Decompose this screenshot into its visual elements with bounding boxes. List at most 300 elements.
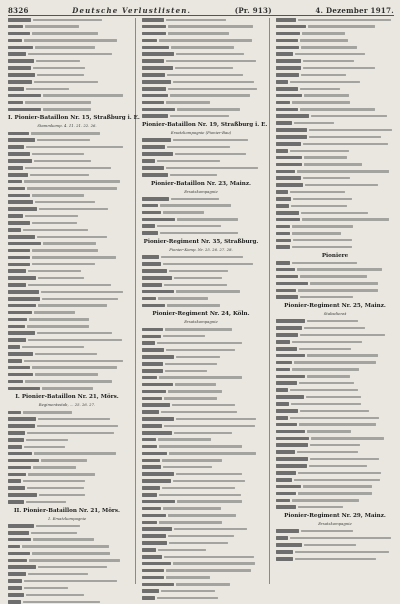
text-line-name [142, 335, 161, 339]
text-line-name [8, 438, 24, 442]
text-line-detail [300, 410, 369, 412]
text-line-detail [168, 390, 222, 392]
text-line-detail [298, 506, 343, 508]
text-line [276, 295, 394, 299]
section-subheading: Pionier-Komp. Nr. 25. 26. 27. 28. [169, 246, 233, 252]
text-line-detail [301, 212, 368, 214]
text-line-name [142, 596, 155, 600]
text-line [276, 430, 394, 434]
text-line-detail [161, 256, 243, 258]
text-line [276, 245, 394, 249]
text-line-name [8, 479, 21, 483]
text-line [142, 521, 260, 525]
text-line [142, 362, 260, 366]
text-line-detail [168, 535, 234, 537]
text-line-detail [168, 88, 257, 90]
text-line [276, 368, 394, 372]
text-line [8, 459, 126, 463]
text-line-detail [166, 167, 258, 169]
text-line [276, 32, 394, 36]
text-line [142, 459, 260, 463]
text-line [8, 94, 126, 98]
text-line-name [8, 318, 27, 322]
text-line [276, 354, 394, 358]
text-line-detail [163, 466, 212, 468]
text-line [276, 409, 394, 413]
text-line-name [8, 101, 23, 105]
text-line-name [276, 381, 297, 385]
text-line [8, 276, 126, 280]
text-line-name [276, 282, 308, 286]
text-line [276, 361, 394, 365]
text-line [8, 311, 126, 315]
text-line-detail [300, 296, 353, 298]
text-line-name [142, 18, 164, 22]
text-line-name [276, 361, 292, 365]
text-line-detail [298, 492, 372, 494]
text-line-detail [31, 132, 100, 134]
text-line [142, 224, 260, 228]
text-line-name [276, 529, 299, 533]
text-line [142, 548, 260, 552]
text-line-name [8, 380, 23, 384]
text-line-detail [31, 532, 77, 534]
text-line [142, 328, 260, 332]
text-line-detail [158, 549, 206, 551]
page-header [8, 3, 394, 16]
text-line [276, 492, 394, 496]
text-line [142, 452, 260, 456]
text-line-name [8, 39, 22, 43]
text-line-name [8, 311, 32, 315]
text-line-name [8, 524, 34, 528]
text-line-name [142, 500, 175, 504]
text-line [276, 282, 394, 286]
text-line-name [8, 531, 29, 535]
text-line-name [8, 565, 36, 569]
text-line-detail [22, 346, 84, 348]
text-line-name [142, 297, 156, 301]
text-line-name [8, 579, 22, 583]
text-line [276, 543, 394, 547]
text-line-name [276, 536, 288, 540]
text-line-detail [160, 232, 238, 234]
text-line [8, 73, 126, 77]
text-line [276, 557, 394, 561]
text-line [142, 335, 260, 339]
text-line [276, 478, 394, 482]
text-block [8, 18, 126, 111]
text-line-detail [300, 39, 348, 41]
text-line-name [142, 231, 158, 235]
text-line [8, 242, 126, 246]
text-line [8, 132, 126, 136]
text-line [8, 173, 126, 177]
text-line-name [8, 352, 33, 356]
text-line-name [276, 66, 301, 70]
text-line-name [142, 87, 166, 91]
section-subheading: Ersatzkompagnie (Pionier-Bau) [170, 130, 232, 136]
text-line [276, 121, 394, 125]
text-line-name [8, 73, 35, 77]
text-line-detail [159, 521, 222, 523]
text-line-name [8, 32, 30, 36]
text-line-detail [307, 430, 351, 432]
text-line [142, 410, 260, 414]
text-line-detail [42, 298, 118, 300]
text-line-detail [304, 163, 362, 165]
text-line-name [142, 397, 162, 401]
text-line-name [142, 472, 174, 476]
section-subheading: Ersatzkompagnie [184, 188, 218, 194]
text-line-detail [166, 101, 210, 103]
text-line-name [142, 211, 161, 215]
text-line-name [142, 589, 159, 593]
text-line [276, 443, 394, 447]
text-line-name [276, 80, 288, 84]
text-line [276, 471, 394, 475]
text-line [142, 445, 260, 449]
text-line [142, 59, 260, 63]
text-line-detail [177, 500, 242, 502]
text-line [276, 114, 394, 118]
text-line-name [276, 197, 291, 201]
text-line-detail [157, 342, 242, 344]
text-line [276, 46, 394, 50]
text-line-name [276, 457, 308, 461]
text-line-detail [170, 94, 250, 96]
text-line [142, 114, 260, 118]
text-line-detail [176, 53, 244, 55]
text-line [276, 80, 394, 84]
column-1 [8, 18, 140, 586]
text-line-name [142, 403, 170, 407]
text-line [8, 338, 126, 342]
text-line-detail [310, 458, 379, 460]
text-line-name [8, 304, 36, 308]
text-line [142, 465, 260, 469]
text-line [142, 555, 260, 559]
text-line [276, 52, 394, 56]
text-line-detail [290, 537, 391, 539]
text-line [276, 381, 394, 385]
text-line-name [276, 142, 301, 146]
text-line [276, 499, 394, 503]
text-line [276, 505, 394, 509]
text-line-detail [27, 187, 117, 189]
text-line [8, 18, 126, 22]
text-line [276, 225, 394, 229]
text-line [8, 500, 126, 504]
text-line-detail [306, 396, 361, 398]
text-line-detail [43, 94, 123, 96]
text-line [142, 589, 260, 593]
text-line-name [8, 235, 35, 239]
text-line [8, 283, 126, 287]
section-heading: Pionier-Regiment Nr. 25, Mainz. [284, 303, 386, 310]
text-line-detail [301, 46, 357, 48]
text-line [142, 376, 260, 380]
text-line-name [8, 325, 25, 329]
text-line [276, 176, 394, 180]
text-line-detail [310, 444, 360, 446]
text-line [142, 108, 260, 112]
text-line-detail [160, 204, 231, 206]
text-line-detail [166, 349, 235, 351]
text-line-name [276, 443, 308, 447]
text-line-detail [157, 225, 221, 227]
text-line-detail [164, 425, 255, 427]
section-heading: Pionier-Bataillon Nr. 19, Straßburg i. E. [142, 122, 268, 129]
text-line [276, 402, 394, 406]
text-line-name [8, 25, 23, 29]
text-line-name [276, 478, 292, 482]
text-line [8, 187, 126, 191]
text-line [142, 87, 260, 91]
text-line-name [8, 493, 37, 497]
text-line [8, 32, 126, 36]
text-line-detail [37, 236, 107, 238]
text-line [8, 138, 126, 142]
text-line-name [8, 431, 25, 435]
text-line-detail [163, 507, 221, 509]
text-line-detail [163, 263, 253, 265]
text-line [8, 256, 126, 260]
text-line-name [8, 59, 34, 63]
text-line-detail [37, 425, 118, 427]
text-line-detail [174, 528, 247, 530]
text-line [276, 66, 394, 70]
text-line-name [276, 128, 307, 132]
text-line-name [276, 87, 298, 91]
text-line [8, 159, 126, 163]
text-line-detail [26, 594, 84, 596]
text-line-name [276, 25, 306, 29]
text-line [142, 159, 260, 163]
section-heading: Pioniere [321, 252, 349, 259]
section-subheading: Regimentsstab, ... 25. 26. 27. [38, 402, 96, 408]
text-line-detail [34, 81, 98, 83]
text-line-name [8, 94, 41, 98]
text-line-name [8, 18, 31, 22]
text-line-name [276, 505, 296, 509]
text-line-detail [304, 94, 349, 96]
text-line [8, 66, 126, 70]
text-line-detail [293, 198, 352, 200]
text-line [142, 138, 260, 142]
text-line [8, 59, 126, 63]
text-line [276, 135, 394, 139]
text-line [142, 583, 260, 587]
text-line-name [276, 326, 302, 330]
text-line [142, 262, 260, 266]
text-line [276, 388, 394, 392]
text-line-detail [41, 291, 123, 293]
text-line-name [276, 368, 290, 372]
text-line [8, 452, 126, 456]
text-line-detail [35, 46, 95, 48]
text-line-detail [32, 256, 116, 258]
text-line-name [8, 87, 24, 91]
text-line [276, 347, 394, 351]
page-number: 8326 [8, 6, 29, 15]
text-line-name [8, 256, 30, 260]
text-line [8, 304, 126, 308]
text-line-detail [28, 284, 111, 286]
text-line [142, 369, 260, 373]
text-line-detail [165, 328, 232, 330]
text-line-name [142, 465, 161, 469]
text-line-detail [304, 544, 356, 546]
text-line-detail [294, 479, 380, 481]
text-line-name [8, 283, 26, 287]
text-line-name [142, 25, 166, 29]
text-line-name [142, 376, 157, 380]
text-line-detail [297, 451, 358, 453]
text-line [8, 108, 126, 112]
text-line-detail [297, 170, 389, 172]
text-line-name [142, 438, 156, 442]
text-block [142, 138, 260, 176]
text-line-detail [35, 373, 98, 375]
text-line-name [276, 46, 299, 50]
text-line-name [142, 224, 155, 228]
text-line-detail [311, 115, 387, 117]
text-line-detail [164, 556, 254, 558]
text-line-name [8, 52, 26, 56]
text-line-detail [174, 432, 232, 434]
text-line-name [142, 94, 168, 98]
text-block [8, 411, 126, 504]
text-line-detail [23, 480, 85, 482]
text-line-detail [29, 318, 89, 320]
text-line-detail [292, 101, 350, 103]
text-line-detail [302, 218, 389, 220]
text-line-name [8, 424, 35, 428]
text-line-name [142, 369, 163, 373]
text-line-name [276, 550, 293, 554]
text-line [276, 156, 394, 160]
text-line [276, 423, 394, 427]
text-line [142, 383, 260, 387]
text-line [276, 550, 394, 554]
text-line [276, 183, 394, 187]
text-line-name [8, 66, 31, 70]
text-line [276, 485, 394, 489]
text-line-detail [298, 19, 391, 21]
text-line-detail [25, 167, 111, 169]
text-line-detail [290, 417, 379, 419]
text-line-name [276, 416, 288, 420]
text-line-name [142, 431, 172, 435]
text-line [276, 59, 394, 63]
text-line [142, 472, 260, 476]
text-line-name [8, 269, 26, 273]
text-line-detail [159, 445, 242, 447]
text-line-name [142, 383, 173, 387]
text-line-name [276, 261, 290, 265]
text-line-name [8, 138, 35, 142]
text-line-detail [36, 60, 80, 62]
text-line-name [142, 269, 167, 273]
text-line [8, 221, 126, 225]
text-line [142, 39, 260, 43]
text-line-detail [25, 380, 112, 382]
text-line-detail [25, 25, 79, 27]
text-line-detail [34, 160, 91, 162]
text-line-name [276, 450, 295, 454]
text-line-name [276, 211, 299, 215]
text-line [142, 500, 260, 504]
text-line-detail [176, 583, 230, 585]
text-line [8, 565, 126, 569]
text-line-detail [292, 232, 341, 234]
text-line-name [276, 114, 309, 118]
text-line-detail [32, 366, 117, 368]
section-heading: I. Pionier-Bataillon Nr. 15, Straßburg i. E. [8, 115, 140, 122]
text-line-name [276, 295, 298, 299]
text-line [142, 218, 260, 222]
text-line-detail [304, 156, 347, 158]
text-line [276, 375, 394, 379]
text-line-detail [159, 494, 241, 496]
text-line [276, 326, 394, 330]
text-line-detail [162, 487, 235, 489]
text-line [276, 529, 394, 533]
text-line-name [8, 166, 23, 170]
text-line-name [142, 348, 164, 352]
text-line-name [142, 514, 166, 518]
text-line [276, 289, 394, 293]
text-line-name [276, 73, 299, 77]
text-line-name [142, 262, 161, 266]
text-line-detail [170, 115, 229, 117]
text-line-name [142, 362, 163, 366]
text-line-detail [33, 67, 85, 69]
text-line [142, 197, 260, 201]
text-line [142, 204, 260, 208]
text-line [142, 562, 260, 566]
text-line-name [8, 572, 26, 576]
text-line-name [276, 499, 290, 503]
text-line-detail [24, 587, 68, 589]
text-line-name [142, 114, 168, 118]
text-line [276, 211, 394, 215]
text-line [8, 269, 126, 273]
text-line-detail [173, 562, 255, 564]
text-line-name [276, 275, 298, 279]
text-line-name [276, 268, 295, 272]
text-line-name [276, 239, 291, 243]
text-line [8, 200, 126, 204]
text-line [8, 290, 126, 294]
section-subheading: Stabsdienst [323, 311, 347, 317]
text-line-detail [37, 74, 84, 76]
text-line [8, 52, 126, 56]
text-line-detail [166, 569, 251, 571]
text-line-detail [308, 25, 375, 27]
text-line [276, 232, 394, 236]
text-line-detail [172, 404, 235, 406]
section-subheading: Ersatzkompagnie [184, 319, 218, 325]
text-line-name [8, 345, 20, 349]
text-block [142, 197, 260, 235]
text-line [8, 552, 126, 556]
text-line-name [142, 445, 157, 449]
text-line-name [8, 214, 23, 218]
text-line-detail [32, 222, 77, 224]
text-line-detail [294, 361, 376, 363]
